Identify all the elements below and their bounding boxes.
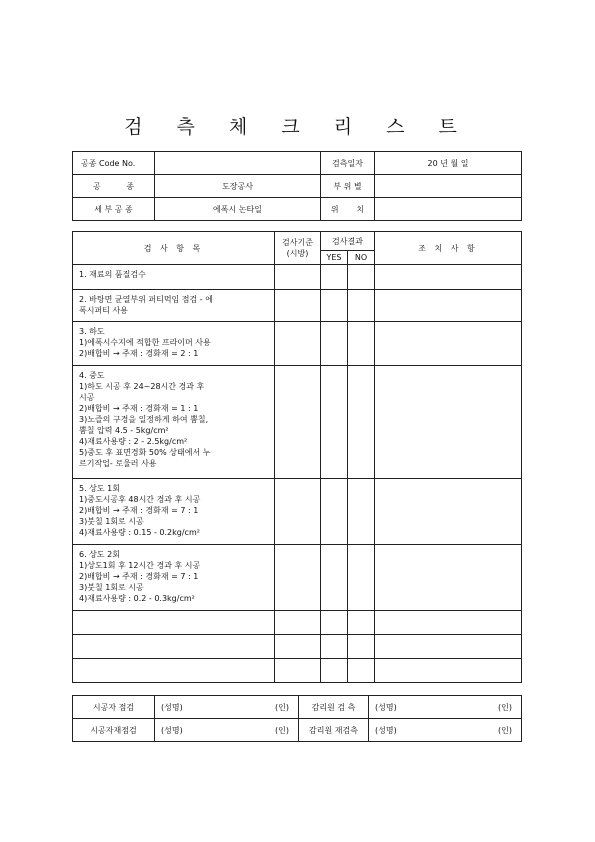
yes-cell[interactable] <box>321 366 348 479</box>
standard-cell[interactable] <box>275 290 321 322</box>
date-value[interactable]: 20 년 월 일 <box>375 152 522 175</box>
yes-cell[interactable] <box>321 545 348 611</box>
checklist-item-line: 2)배합비 → 주재 : 경화재 = 7 : 1 <box>79 572 199 581</box>
action-cell[interactable] <box>375 479 522 545</box>
no-cell[interactable] <box>348 611 375 635</box>
detail-value[interactable]: 에폭시 논타일 <box>155 198 321 221</box>
yes-cell[interactable] <box>321 265 348 290</box>
checklist-item-line: 4)재료사용량 : 2 - 2.5kg/cm² <box>79 437 188 446</box>
checklist-item-line: 시공 <box>79 393 95 402</box>
no-cell[interactable] <box>348 366 375 479</box>
supervisor-inspect-label: 감리원 검 측 <box>299 696 369 719</box>
col-header-standard-line1: 검사기준 <box>282 238 313 247</box>
checklist-item-line: 1)하도 시공 후 24~28시간 경과 후 <box>79 382 205 391</box>
yes-cell[interactable] <box>321 611 348 635</box>
standard-cell[interactable] <box>275 611 321 635</box>
checklist-empty-row <box>73 635 522 659</box>
checklist-item-line: 4)재료사용량 : 0.15 - 0.2kg/cm² <box>79 528 200 537</box>
checklist-item-line: 5)중도 후 표면경화 50% 상태에서 누 <box>79 448 211 457</box>
checklist-row <box>73 265 522 290</box>
no-cell[interactable] <box>348 265 375 290</box>
checklist-item-line: 5. 상도 1회 <box>79 484 120 493</box>
item-cell[interactable] <box>73 659 275 683</box>
standard-cell[interactable] <box>275 322 321 366</box>
col-header-standard <box>275 232 321 265</box>
checklist-item <box>73 290 275 322</box>
checklist-item <box>73 479 275 545</box>
checklist-item-line: 1)에폭시수지에 적합한 프라이머 사용 <box>79 338 211 347</box>
checklist-item <box>73 322 275 366</box>
checklist-row <box>73 366 522 479</box>
action-cell[interactable] <box>375 545 522 611</box>
col-header-action: 조 치 사 항 <box>375 232 522 265</box>
standard-cell[interactable] <box>275 635 321 659</box>
item-cell[interactable] <box>73 635 275 659</box>
col-header-no: NO <box>348 251 375 265</box>
code-label: 공종 Code No. <box>73 152 155 175</box>
yes-cell[interactable] <box>321 290 348 322</box>
detail-label: 세 부 공 종 <box>73 198 155 221</box>
supervisor-reinspect-sign[interactable] <box>369 719 522 742</box>
location-label: 위 치 <box>321 198 375 221</box>
action-cell[interactable] <box>375 659 522 683</box>
no-cell[interactable] <box>348 635 375 659</box>
code-value[interactable] <box>155 152 321 175</box>
action-cell[interactable] <box>375 611 522 635</box>
contractor-check-name: (성명) <box>161 702 183 712</box>
col-header-result: 검사결과 <box>321 232 375 251</box>
yes-cell[interactable] <box>321 322 348 366</box>
yes-cell[interactable] <box>321 659 348 683</box>
standard-cell[interactable] <box>275 366 321 479</box>
part-label: 부 위 별 <box>321 175 375 198</box>
col-header-item: 검 사 항 목 <box>73 232 275 265</box>
no-cell[interactable] <box>348 659 375 683</box>
work-value[interactable]: 도장공사 <box>155 175 321 198</box>
checklist-item-line: 뿜칠 압력 4.5 - 5kg/cm² <box>79 426 169 435</box>
contractor-check-sign[interactable] <box>155 696 299 719</box>
action-cell[interactable] <box>375 635 522 659</box>
supervisor-reinspect-label: 감리원 재검측 <box>299 719 369 742</box>
checklist-item-line: 3)붓칠 1회로 시공 <box>79 517 144 526</box>
standard-cell[interactable] <box>275 265 321 290</box>
action-cell[interactable] <box>375 322 522 366</box>
supervisor-reinspect-name: (성명) <box>375 725 397 735</box>
header-info-table <box>72 151 522 221</box>
location-value[interactable] <box>375 198 522 221</box>
standard-cell[interactable] <box>275 545 321 611</box>
checklist-item-line: 3. 하도 <box>79 327 105 336</box>
no-cell[interactable] <box>348 479 375 545</box>
no-cell[interactable] <box>348 290 375 322</box>
checklist-item-line: 3)붓칠 1회로 시공 <box>79 583 144 592</box>
action-cell[interactable] <box>375 290 522 322</box>
yes-cell[interactable] <box>321 479 348 545</box>
contractor-recheck-name: (성명) <box>161 725 183 735</box>
checklist-item-line: 6. 상도 2회 <box>79 550 120 559</box>
supervisor-inspect-sign[interactable] <box>369 696 522 719</box>
checklist-item-line: 1. 재료의 품질검수 <box>79 270 146 279</box>
checklist-empty-row <box>73 611 522 635</box>
checklist-item <box>73 366 275 479</box>
standard-cell[interactable] <box>275 479 321 545</box>
col-header-yes: YES <box>321 251 348 265</box>
checklist-item-line: 르기작업- 로울러 사용 <box>79 459 157 468</box>
work-label: 공 종 <box>73 175 155 198</box>
no-cell[interactable] <box>348 545 375 611</box>
checklist-item <box>73 265 275 290</box>
checklist-item-line: 1)중도시공후 48시간 경과 후 시공 <box>79 495 201 504</box>
contractor-recheck-label: 시공자재점검 <box>73 719 155 742</box>
signature-table <box>72 695 522 742</box>
yes-cell[interactable] <box>321 635 348 659</box>
standard-cell[interactable] <box>275 659 321 683</box>
checklist-row <box>73 545 522 611</box>
checklist-item-line: 1)상도1회 후 12시간 경과 후 시공 <box>79 561 201 570</box>
checklist-item <box>73 545 275 611</box>
date-label: 검측일자 <box>321 152 375 175</box>
checklist-empty-row <box>73 659 522 683</box>
checklist-item-line: 2)배합비 → 주재 : 경화재 = 1 : 1 <box>79 404 199 413</box>
page-title: 검 측 체 크 리 스 트 <box>124 116 471 138</box>
part-value[interactable] <box>375 175 522 198</box>
checklist-row <box>73 479 522 545</box>
col-header-standard-line2: (시방) <box>286 249 309 258</box>
checklist-item-line: 2)배합비 → 주재 : 경화재 = 7 : 1 <box>79 506 199 515</box>
checklist-item-line: 2)배합비 → 주재 : 경화재 = 2 : 1 <box>79 349 199 358</box>
checklist-item-line: 3)노즐의 구경을 일정하게 하여 뿜칠, <box>79 415 209 424</box>
supervisor-inspect-name: (성명) <box>375 702 397 712</box>
checklist-item-line: 폭시퍼티 사용 <box>79 306 128 315</box>
checklist-item-line: 4)재료사용량 : 0.2 - 0.3kg/cm² <box>79 594 195 603</box>
contractor-check-label: 시공자 점검 <box>73 696 155 719</box>
contractor-check-seal: (인) <box>275 702 289 712</box>
checklist-row <box>73 290 522 322</box>
checklist-item-line: 2. 바탕면 균열부위 퍼티먹임 점검 - 에 <box>79 295 213 304</box>
checklist-item-line: 4. 중도 <box>79 371 105 380</box>
item-cell[interactable] <box>73 611 275 635</box>
supervisor-reinspect-seal: (인) <box>498 725 512 735</box>
supervisor-inspect-seal: (인) <box>498 702 512 712</box>
checklist-row <box>73 322 522 366</box>
no-cell[interactable] <box>348 322 375 366</box>
contractor-recheck-sign[interactable] <box>155 719 299 742</box>
contractor-recheck-seal: (인) <box>275 725 289 735</box>
action-cell[interactable] <box>375 265 522 290</box>
action-cell[interactable] <box>375 366 522 479</box>
checklist-table <box>72 231 522 683</box>
